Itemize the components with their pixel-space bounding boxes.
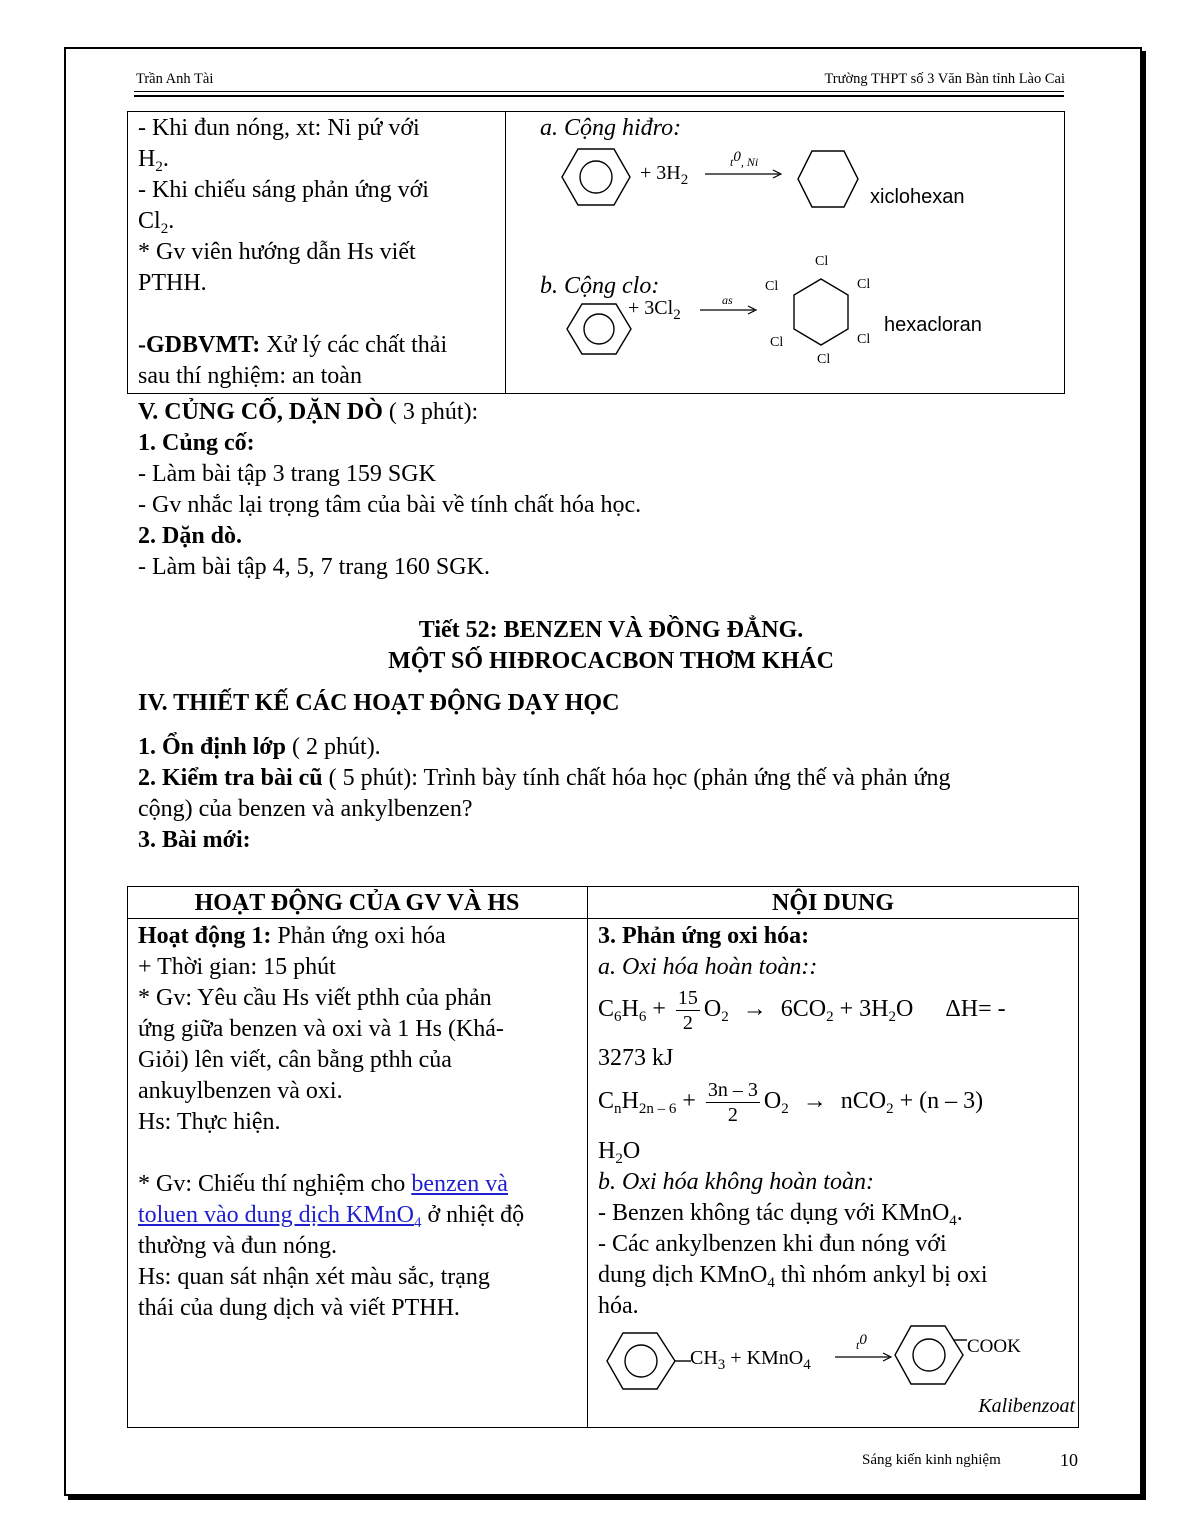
col2-header: NỘI DUNG [771, 890, 894, 916]
r-b-2-line-3: hóa. [598, 1293, 639, 1319]
b-condition: as [722, 293, 733, 307]
gv1-line-1: * Gv: Yêu cầu Hs viết pthh của phản [138, 985, 492, 1011]
product-name: Kalibenzoat [978, 1395, 1075, 1417]
a-reagent: + $3H_2$ [640, 162, 689, 188]
frac-3n-3: $\frac{3n - 3}{2}$ [707, 1078, 758, 1126]
a-title: a. Cộng hiđro: [540, 115, 682, 141]
cl-lower-right: Cl [857, 332, 871, 347]
toluene-reagents: $CH_3$ + KMnO$_4$ [690, 1347, 811, 1373]
gv2-line-3: thường và đun nóng. [138, 1233, 338, 1259]
header-author: Trần Anh Tài [136, 71, 214, 87]
line-h2: $H_2$. [138, 146, 169, 175]
page-number: 10 [1060, 1450, 1078, 1470]
dando-heading: 2. Dặn dò. [138, 523, 243, 549]
video-link-1[interactable]: benzen và [411, 1171, 508, 1197]
equation-1: $C_6H_6$ + $\frac{15}{2}$ $O_2 \to 6CO_2 + 3H_2O$ ΔH= - [598, 986, 1006, 1034]
cook-group: COOK [967, 1336, 1021, 1357]
hs2-line-2: thái của dung dịch và viết PTHH. [138, 1295, 460, 1321]
toluene-ring [605, 1330, 693, 1392]
hexachlorocyclohexane-ring [786, 273, 856, 353]
lesson-title-1: Tiết 52: BENZEN VÀ ĐỒNG ĐẲNG. [418, 617, 804, 643]
frac-15-2: $\frac{15}{2}$ [677, 986, 698, 1034]
line-light: - Khi chiếu sáng phản ứng với [138, 177, 429, 203]
step-kiemtra-2: cộng) của benzen và ankylbenzen? [138, 796, 473, 822]
hd1-time: + Thời gian: 15 phút [138, 954, 336, 980]
equation-2: $C_nH_{2n - 6}$ + $\frac{3n - 3}{2}$ $O_2 \to nCO_2 + (n - 3)$ [598, 1078, 984, 1126]
line-gdbvmt2: sau thí nghiệm: an toàn [138, 363, 362, 389]
cl-top: Cl [815, 254, 829, 269]
top-table-divider [505, 111, 506, 394]
r-b-2-line-2: dung dịch KMnO$_4$ thì nhóm ankyl bị oxi [598, 1262, 988, 1291]
benzene-ring-1 [560, 146, 632, 208]
step-ondinh: 1. Ổn định lớp ( 2 phút). [138, 734, 381, 760]
cl-upper-right: Cl [857, 277, 871, 292]
cyclohexane-ring [795, 148, 861, 210]
col1-header: HOẠT ĐỘNG CỦA GV VÀ HS [194, 890, 520, 916]
header-school: Trường THPT số 3 Văn Bàn tỉnh Lào Cai [824, 71, 1065, 87]
video-link-2[interactable]: toluen vào dung dịch KMnO$_4$ [138, 1202, 422, 1231]
header-rule [134, 91, 1064, 92]
step-kiemtra: 2. Kiểm tra bài cũ ( 5 phút): Trình bày tính chất hóa học (phản ứng thế và phản ứng [138, 765, 951, 791]
line-gdbvmt: -GDBVMT: Xử lý các chất thải [138, 332, 448, 358]
line-ni: - Khi đun nóng, xt: Ni pứ với [138, 115, 420, 141]
section-v [138, 397, 641, 583]
section-iv: IV. THIẾT KẾ CÁC HOẠT ĐỘNG DẠY HỌC [138, 690, 620, 716]
r-title: 3. Phản ứng oxi hóa: [598, 923, 810, 949]
section-v-title: V. CỦNG CỐ, DẶN DÒ ( 3 phút): [138, 399, 479, 425]
lesson-title-2: MỘT SỐ HIĐROCACBON THƠM KHÁC [388, 648, 834, 674]
hs1-line: Hs: Thực hiện. [138, 1109, 281, 1135]
arrow-oxidation [835, 1351, 895, 1363]
b-product: hexacloran [884, 314, 982, 336]
r-b-title: b. Oxi hóa không hoàn toàn: [598, 1169, 874, 1195]
activity-column [138, 921, 524, 1324]
r-b-2-line-1: - Các ankylbenzen khi đun nóng với [598, 1231, 947, 1257]
gv1-line-2: ứng giữa benzen và oxi và 1 Hs (Khá- [138, 1016, 504, 1042]
main-table-divider [587, 886, 588, 1428]
cl-upper-left: Cl [765, 279, 779, 294]
r-b-block [598, 1167, 988, 1322]
line-pthh: PTHH. [138, 270, 207, 296]
gv1-line-3: Giỏi) lên viết, cân bằng pthh của [138, 1047, 452, 1073]
cl-lower-left: Cl [770, 335, 784, 350]
cl-bottom: Cl [817, 352, 831, 367]
cungco-item-2: - Gv nhắc lại trọng tâm của bài về tính chất hóa học. [138, 492, 642, 518]
dando-item-1: - Làm bài tập 4, 5, 7 trang 160 SGK. [138, 554, 490, 580]
benzene-ring-2 [565, 301, 633, 357]
gv1-line-4: ankuylbenzen và oxi. [138, 1078, 343, 1104]
top-left-text [138, 113, 447, 392]
equation-1-energy: 3273 kJ [598, 1045, 674, 1071]
r-b-1: - Benzen không tác dụng với KMnO$_4$. [598, 1200, 963, 1229]
equation-2-water: $H_2O$ [598, 1138, 641, 1167]
hd1-title: Hoạt động 1: Phản ứng oxi hóa [138, 923, 446, 949]
line-cl2: $Cl_2$. [138, 208, 175, 237]
hs2-line-1: Hs: quan sát nhận xét màu sắc, trạng [138, 1264, 490, 1290]
gv2-line-1: * Gv: Chiếu thí nghiệm cho benzen và [138, 1171, 508, 1197]
r-a-title: a. Oxi hóa hoàn toàn:: [598, 954, 818, 980]
b-reagent: + $3Cl_2$ [628, 297, 681, 323]
benzoate-ring [893, 1323, 973, 1387]
line-guide: * Gv viên hướng dẫn Hs viết [138, 239, 416, 265]
header-rule-thick [134, 95, 1064, 97]
b-title: b. Cộng clo: [540, 273, 660, 299]
lesson-steps [138, 732, 951, 856]
gv2-line-2: toluen vào dung dịch KMnO$_4$ ở nhiệt độ [138, 1202, 525, 1231]
arrow-b [700, 304, 758, 316]
a-condition: $t^0$, Ni [730, 149, 759, 169]
step-baimoi: 3. Bài mới: [138, 827, 251, 853]
toluene-condition: $t^0$ [856, 1332, 867, 1352]
cungco-item-1: - Làm bài tập 3 trang 159 SGK [138, 461, 436, 487]
cungco-heading: 1. Củng cố: [138, 430, 255, 456]
a-product: xiclohexan [870, 186, 965, 208]
footer-text: Sáng kiến kinh nghiệm [862, 1452, 1001, 1468]
arrow-a [705, 168, 785, 180]
